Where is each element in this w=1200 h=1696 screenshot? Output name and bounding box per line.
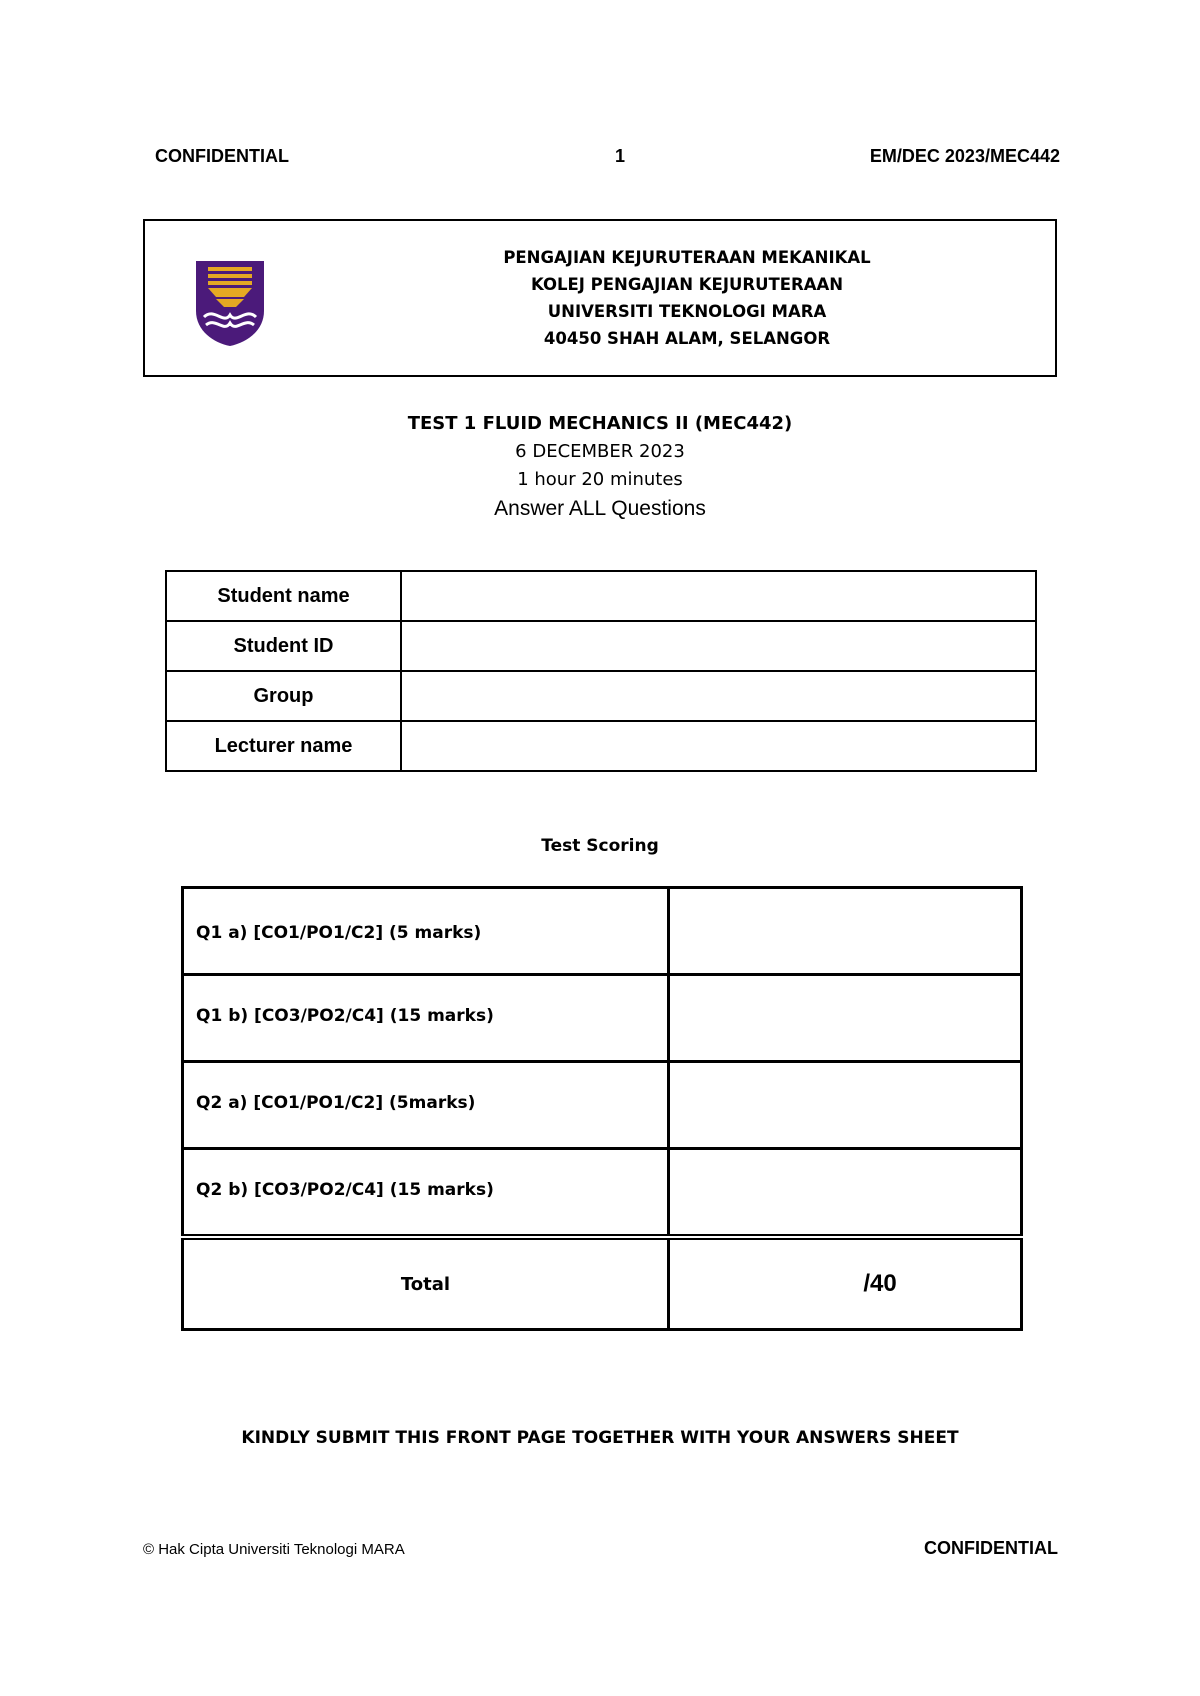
uitm-logo: [194, 259, 266, 347]
exam-instruction: Answer ALL Questions: [494, 497, 706, 520]
table-row: [166, 621, 1036, 671]
group-label: Group: [166, 671, 401, 721]
student-name-field[interactable]: [401, 571, 1036, 621]
footer-copyright: © Hak Cipta Universiti Teknologi MARA: [143, 1541, 405, 1558]
exam-title: TEST 1 FLUID MECHANICS II (MEC442): [407, 413, 793, 434]
header-course-code: EM/DEC 2023/MEC442: [869, 146, 1060, 166]
total-score[interactable]: /40: [669, 1237, 1022, 1330]
student-id-field[interactable]: [401, 621, 1036, 671]
scoring-table: [181, 886, 1023, 1331]
total-row: [183, 1237, 1022, 1330]
total-label: Total: [183, 1237, 669, 1330]
exam-duration: 1 hour 20 minutes: [517, 469, 683, 490]
institution-line: PENGAJIAN KEJURUTERAAN MEKANIKAL: [503, 248, 871, 267]
institution-line: UNIVERSITI TEKNOLOGI MARA: [547, 302, 827, 321]
question-label: Q2 a) [CO1/PO1/C2] (5marks): [183, 1062, 669, 1149]
score-cell[interactable]: [669, 975, 1022, 1062]
group-field[interactable]: [401, 671, 1036, 721]
exam-date: 6 DECEMBER 2023: [515, 441, 685, 462]
table-row: [166, 571, 1036, 621]
score-cell[interactable]: [669, 1062, 1022, 1149]
student-name-label: Student name: [166, 571, 401, 621]
question-label: Q1 b) [CO3/PO2/C4] (15 marks): [183, 975, 669, 1062]
question-label: Q1 a) [CO1/PO1/C2] (5 marks): [183, 888, 669, 975]
submit-notice: KINDLY SUBMIT THIS FRONT PAGE TOGETHER WITH YOUR ANSWERS SHEET: [241, 1428, 959, 1448]
exam-title-block: [0, 410, 1200, 524]
test-scoring-heading: Test Scoring: [541, 836, 659, 856]
score-cell[interactable]: [669, 1149, 1022, 1238]
student-id-label: Student ID: [166, 621, 401, 671]
institution-address: [367, 244, 1007, 352]
institution-line: KOLEJ PENGAJIAN KEJURUTERAAN: [530, 275, 844, 294]
page-number: 1: [614, 146, 625, 166]
institution-line: 40450 SHAH ALAM, SELANGOR: [543, 329, 831, 348]
table-row: [183, 975, 1022, 1062]
footer-confidential: CONFIDENTIAL: [924, 1538, 1058, 1558]
table-row: [183, 1062, 1022, 1149]
table-row: [166, 721, 1036, 771]
table-row: [183, 888, 1022, 975]
question-label: Q2 b) [CO3/PO2/C4] (15 marks): [183, 1149, 669, 1238]
table-row: [183, 1149, 1022, 1238]
student-info-table: [165, 570, 1037, 772]
lecturer-name-label: Lecturer name: [166, 721, 401, 771]
table-row: [166, 671, 1036, 721]
lecturer-name-field[interactable]: [401, 721, 1036, 771]
score-cell[interactable]: [669, 888, 1022, 975]
header-confidential: CONFIDENTIAL: [155, 146, 289, 166]
